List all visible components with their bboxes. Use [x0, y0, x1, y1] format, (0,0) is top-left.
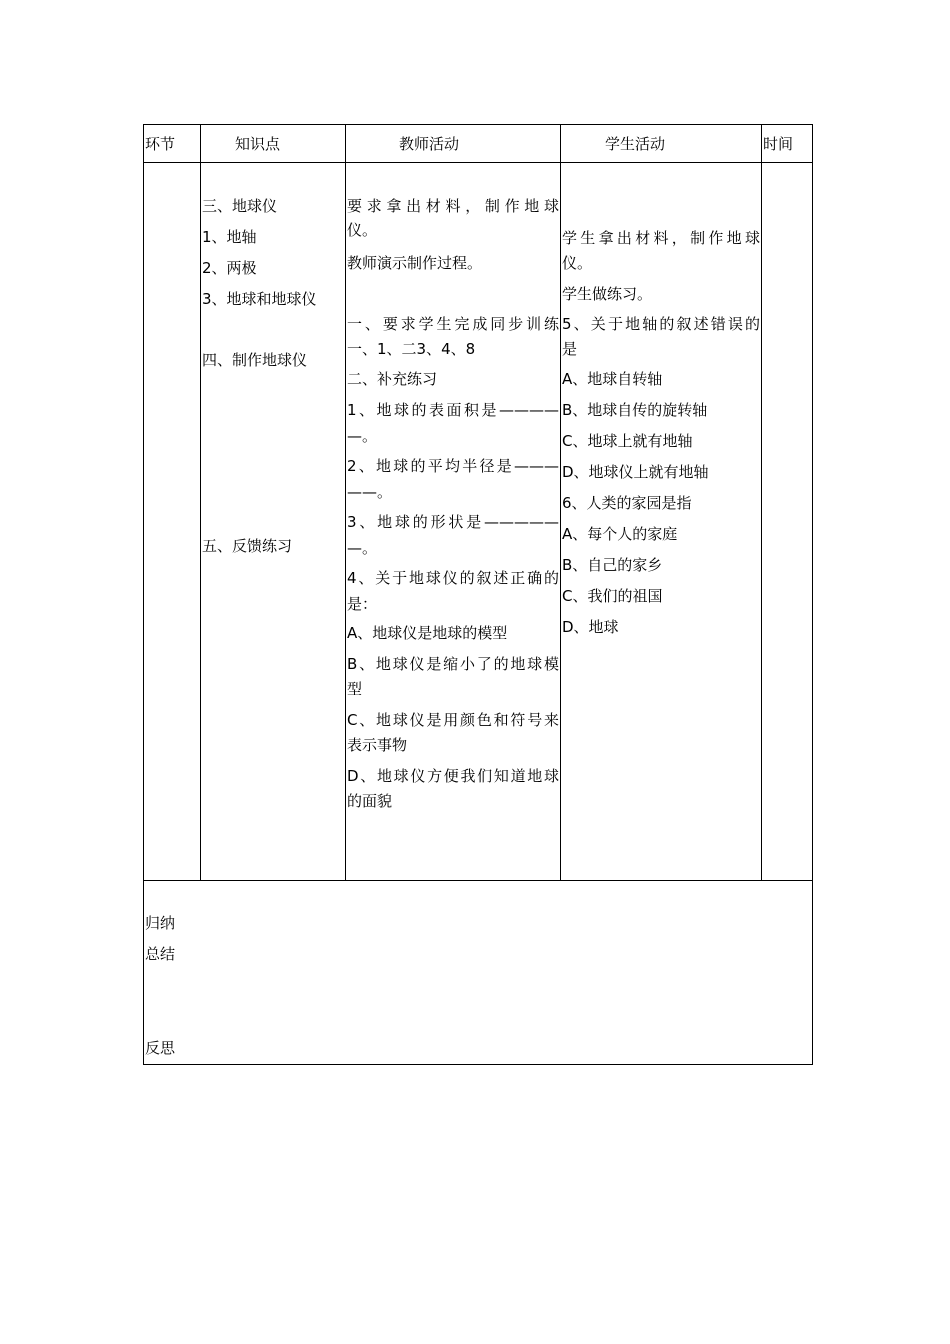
- teacher-line: 仪。: [347, 221, 378, 239]
- table-bottom-border: [143, 1064, 813, 1065]
- teacher-line: 表示事物: [347, 736, 408, 754]
- teacher-line: 3、地球的形状是—————: [347, 513, 559, 531]
- teacher-line: 1、地球的表面积是————: [347, 401, 559, 419]
- teacher-line: A、地球仪是地球的模型: [347, 624, 508, 642]
- teacher-line: 要求拿出材料，制作地球: [347, 197, 559, 215]
- table-right-border: [812, 124, 813, 1065]
- column-divider-3: [560, 124, 561, 881]
- teacher-line: 教师演示制作过程。: [347, 254, 483, 272]
- column-divider-1: [200, 124, 201, 881]
- teacher-line: 4、关于地球仪的叙述正确的: [347, 569, 559, 587]
- teacher-line: D、地球仪方便我们知道地球: [347, 767, 559, 785]
- header-bottom-border: [143, 162, 813, 163]
- knowledge-item: 三、地球仪: [202, 197, 278, 215]
- student-line: 学生做练习。: [562, 285, 653, 303]
- teacher-line: 的面貌: [347, 792, 393, 810]
- student-line: B、地球自传的旋转轴: [562, 401, 708, 419]
- student-line: 学生拿出材料，制作地球: [562, 229, 760, 247]
- teacher-line: 二、补充练习: [347, 370, 438, 388]
- teacher-line: C、地球仪是用颜色和符号来: [347, 711, 559, 729]
- student-line: 6、人类的家园是指: [562, 494, 692, 512]
- reflection-label: 反思: [145, 1039, 176, 1057]
- student-line: C、地球上就有地轴: [562, 432, 693, 450]
- student-line: 5、关于地轴的叙述错误的: [562, 315, 760, 333]
- knowledge-item: 2、两极: [202, 259, 257, 277]
- body-bottom-border: [143, 880, 813, 881]
- student-line: 是: [562, 340, 578, 358]
- student-line: A、每个人的家庭: [562, 525, 678, 543]
- student-line: C、我们的祖国: [562, 587, 663, 605]
- student-line: B、自己的家乡: [562, 556, 663, 574]
- teacher-line: B、地球仪是缩小了的地球模: [347, 655, 559, 673]
- teacher-line: 型: [347, 680, 363, 698]
- header-time: 时间: [763, 135, 794, 153]
- teacher-line: 是：: [347, 595, 378, 613]
- teacher-line: —。: [347, 539, 378, 557]
- summary-label: 归纳: [145, 914, 176, 932]
- student-line: 仪。: [562, 254, 593, 272]
- student-line: D、地球仪上就有地轴: [562, 463, 709, 481]
- student-line: A、地球自转轴: [562, 370, 663, 388]
- knowledge-item: 1、地轴: [202, 228, 257, 246]
- teacher-line: 一、1、二3、4、8: [347, 340, 476, 358]
- header-teacher-activity: 教师活动: [399, 135, 460, 153]
- table-top-border: [143, 124, 813, 125]
- teacher-line: —。: [347, 427, 378, 445]
- summary-label: 总结: [145, 945, 176, 963]
- column-divider-4: [761, 124, 762, 881]
- teacher-line: 一、要求学生完成同步训练: [347, 315, 559, 333]
- header-section: 环节: [145, 135, 176, 153]
- knowledge-item: 四、制作地球仪: [202, 351, 308, 369]
- header-student-activity: 学生活动: [605, 135, 666, 153]
- teacher-line: 2、地球的平均半径是———: [347, 457, 559, 475]
- table-left-border: [143, 124, 144, 1065]
- teacher-line: ——。: [347, 483, 393, 501]
- student-line: D、地球: [562, 618, 619, 636]
- knowledge-item: 五、反馈练习: [202, 537, 293, 555]
- header-knowledge: 知识点: [235, 135, 281, 153]
- knowledge-item: 3、地球和地球仪: [202, 290, 317, 308]
- column-divider-2: [345, 124, 346, 881]
